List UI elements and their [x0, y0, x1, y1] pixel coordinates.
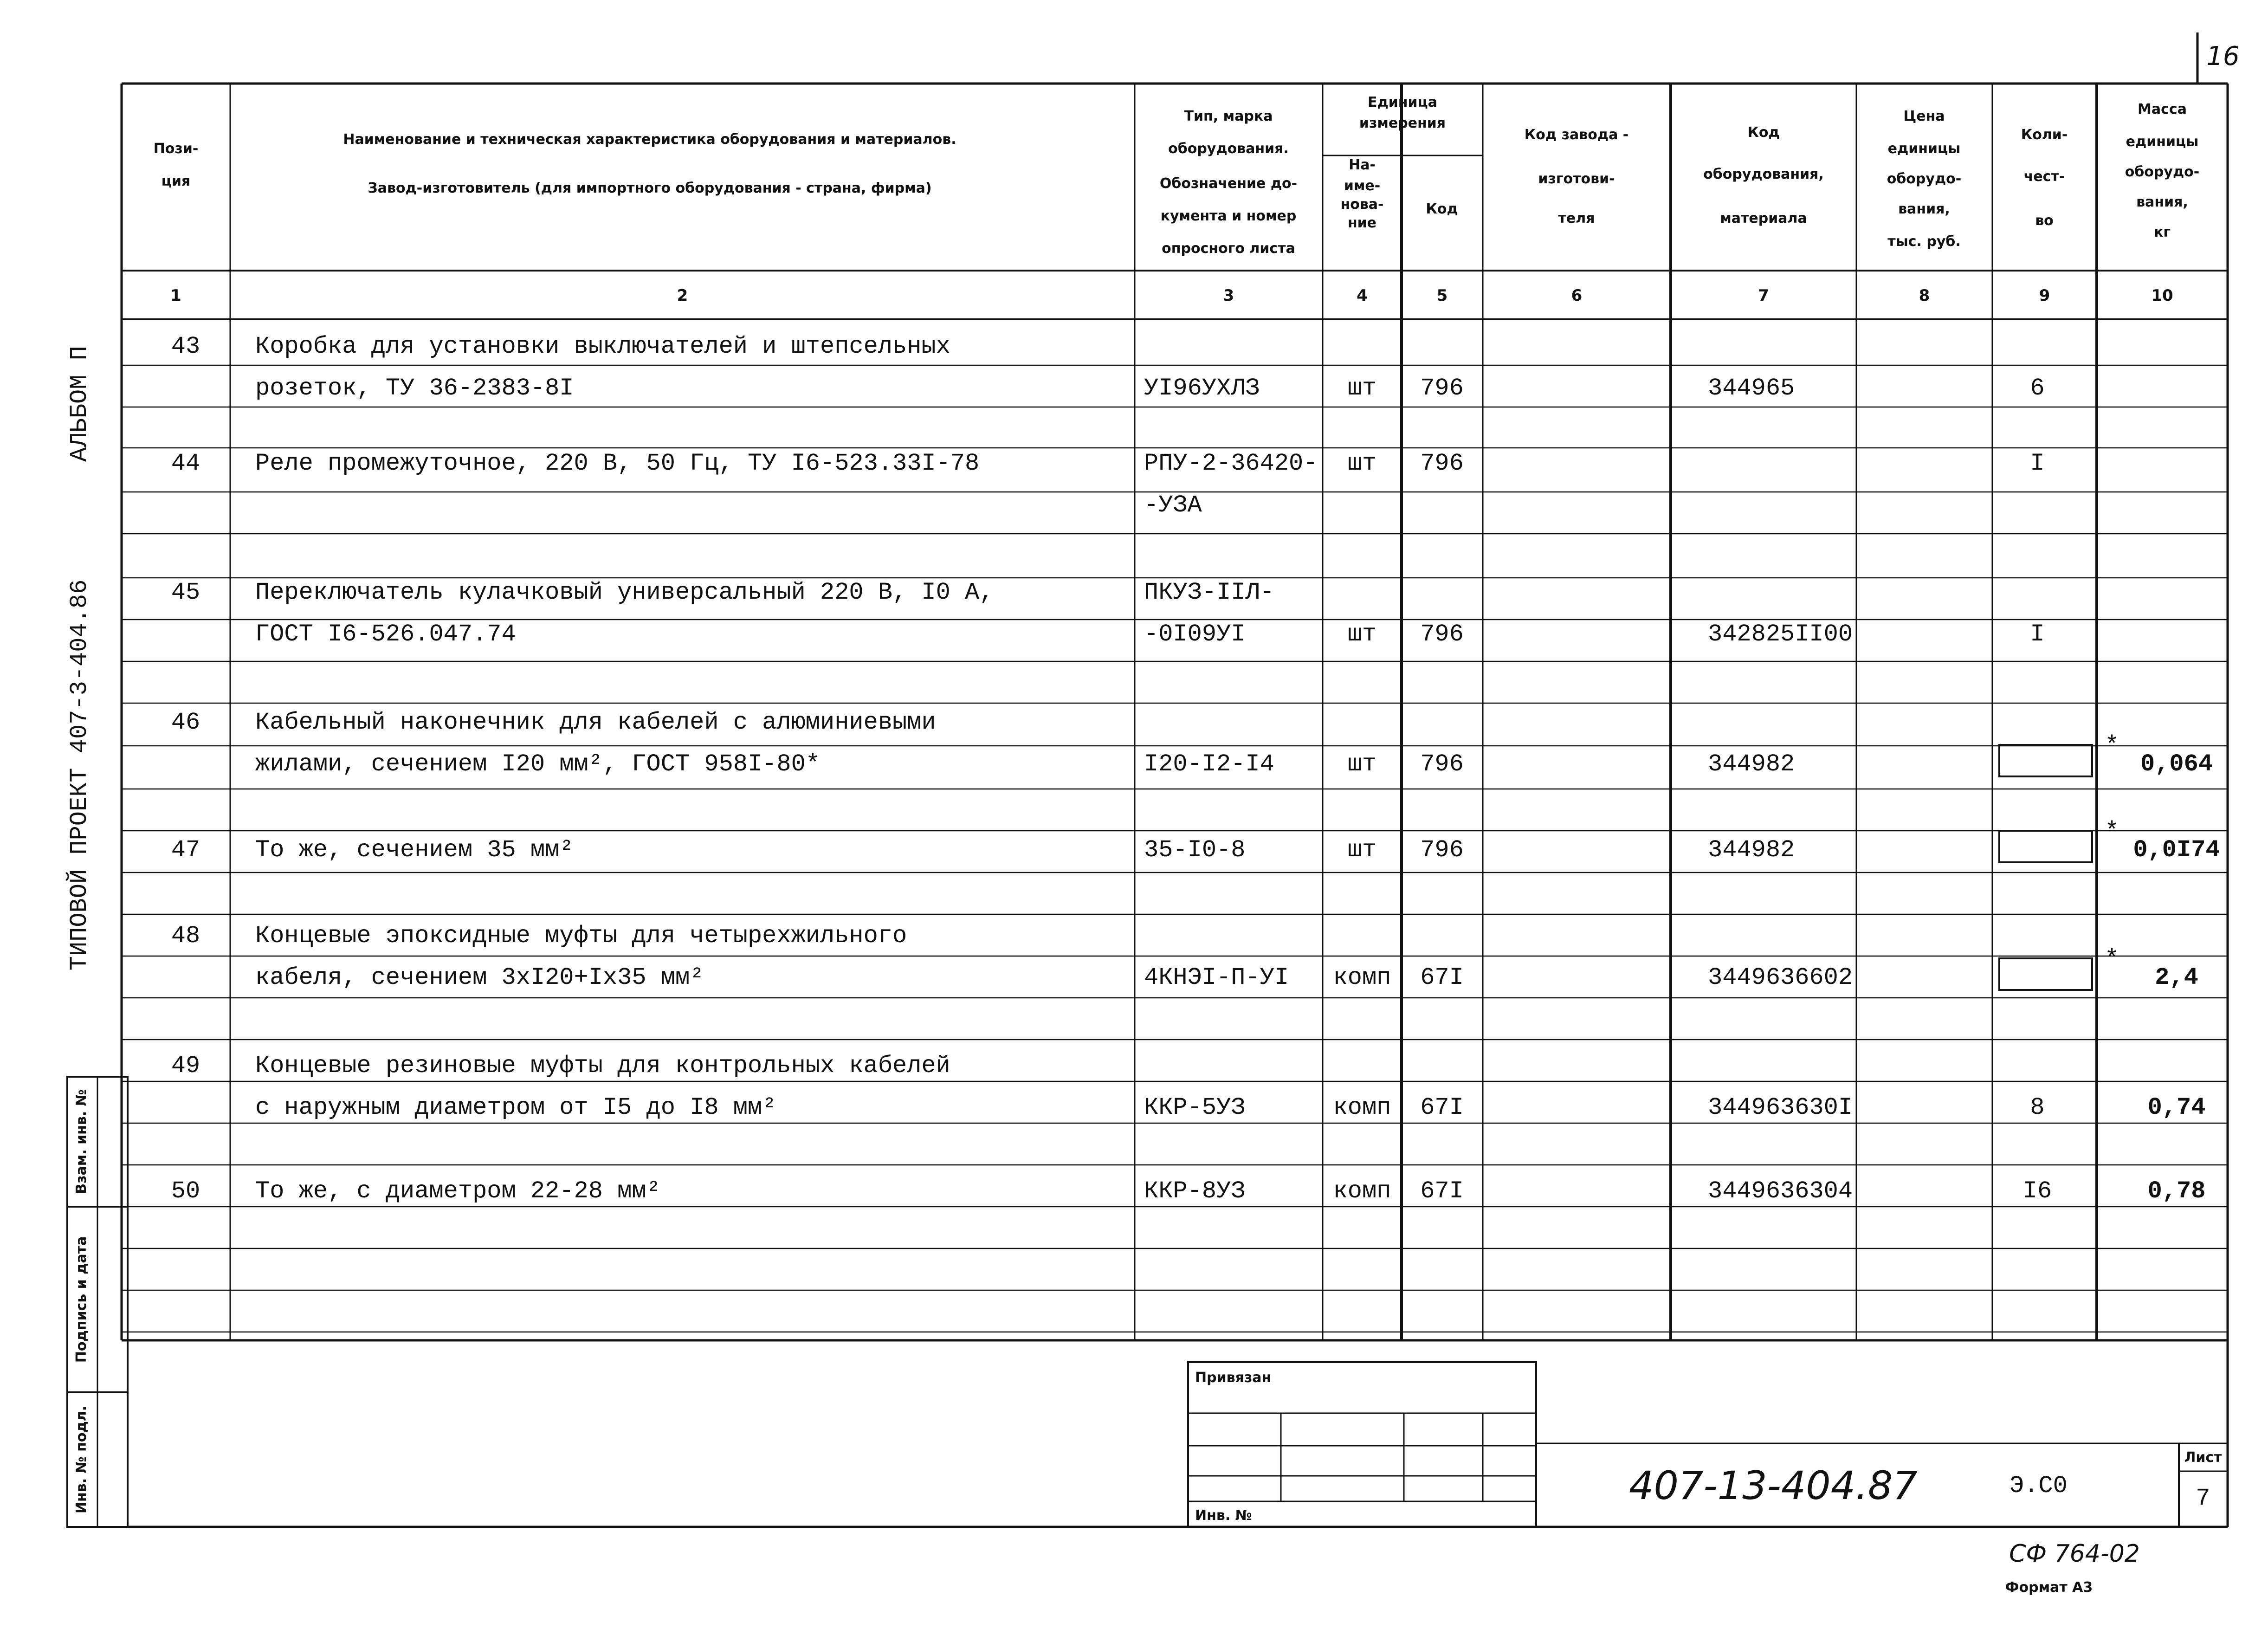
row-unit: комп: [1333, 1094, 1391, 1121]
row-equipment-code: 344963630I: [1708, 1094, 1853, 1121]
sheet-number: 7: [2196, 1485, 2210, 1512]
column-number: 7: [1758, 286, 1769, 305]
header-unit: измерения: [1359, 115, 1446, 131]
row-position: 50: [171, 1177, 200, 1205]
row-type: I20-I2-I4: [1144, 750, 1274, 778]
row-name: Кабельный наконечник для кабелей с алюминиевыми: [255, 709, 936, 736]
header-equipment-code: Код: [1747, 124, 1780, 141]
column-number: 1: [170, 286, 181, 305]
column-number: 2: [677, 286, 688, 305]
column-number: 4: [1357, 286, 1368, 305]
row-name: жилами, сечением I20 мм², ГОСТ 958I-80*: [255, 750, 820, 778]
format-label: Формат А3: [2005, 1579, 2093, 1596]
row-equipment-code: 3449636602: [1708, 964, 1853, 991]
row-position: 48: [171, 922, 200, 950]
row-equipment-code: 342825II00: [1708, 621, 1853, 648]
header-unit-name: нова-: [1340, 196, 1384, 213]
row-position: 45: [171, 579, 200, 606]
row-name: кабеля, сечением 3хI20+Iх35 мм²: [255, 964, 704, 991]
section-code: Э.С0: [2010, 1472, 2068, 1500]
quantity-box: [1999, 958, 2092, 990]
row-unit: шт: [1347, 621, 1377, 648]
row-name: с наружным диаметром от I5 до I8 мм²: [255, 1094, 777, 1121]
header-unit-name: име-: [1344, 178, 1381, 194]
mass-note-star: *: [2105, 945, 2119, 973]
header-price: тыс. руб.: [1887, 233, 1961, 250]
row-equipment-code: 3449636304: [1708, 1177, 1853, 1205]
row-type: УI96УХЛЗ: [1144, 375, 1260, 402]
row-quantity: I: [2030, 450, 2045, 477]
header-unit-name: ние: [1347, 215, 1377, 231]
row-mass: 0,78: [2147, 1177, 2206, 1205]
row-unit-code: 796: [1420, 375, 1464, 402]
header-unit-name: На-: [1349, 157, 1376, 173]
row-position: 49: [171, 1052, 200, 1080]
header-price: вания,: [1898, 201, 1950, 217]
row-name: розеток, ТУ 36-2383-8I: [255, 375, 574, 402]
row-equipment-code: 344982: [1708, 836, 1795, 864]
row-unit: комп: [1333, 1177, 1391, 1205]
header-mass: оборудо-: [2125, 164, 2200, 180]
row-unit-code: 67I: [1420, 1177, 1464, 1205]
row-unit-code: 67I: [1420, 1094, 1464, 1121]
row-quantity: 8: [2030, 1094, 2045, 1121]
header-price: оборудо-: [1887, 171, 1962, 187]
row-mass: 2,4: [2155, 964, 2198, 991]
header-unit: Единица: [1368, 94, 1437, 110]
mass-note-star: *: [2105, 818, 2119, 845]
document-number: 407-13-404.87: [1629, 1463, 1918, 1508]
row-mass: 0,064: [2140, 750, 2213, 778]
row-position: 47: [171, 836, 200, 864]
mass-note-star: *: [2105, 732, 2119, 759]
header-name: Наименование и техническая характеристика оборудования и материалов.: [343, 131, 956, 148]
header-quantity: чест-: [2023, 168, 2065, 185]
row-unit-code: 796: [1420, 621, 1464, 648]
row-unit: шт: [1347, 750, 1377, 778]
row-quantity: I6: [2022, 1177, 2052, 1205]
header-type: оборудования.: [1168, 141, 1289, 157]
stamp-signature-date: Подпись и дата: [73, 1236, 90, 1363]
row-type: -УЗА: [1144, 491, 1202, 519]
row-type: 4КНЭI-П-УI: [1144, 964, 1289, 991]
row-unit: комп: [1333, 964, 1391, 991]
quantity-box: [1999, 831, 2092, 862]
side-label-project: ТИПОВОЙ ПРОЕКТ 407-3-404.86: [66, 579, 93, 971]
header-manufacturer: Завод-изготовитель (для импортного оборудования - страна, фирма): [368, 180, 932, 196]
row-position: 46: [171, 709, 200, 736]
stamp-replaced-inv: Взам. инв. №: [73, 1089, 90, 1194]
row-position: 44: [171, 450, 200, 477]
row-unit-code: 796: [1420, 750, 1464, 778]
row-unit-code: 796: [1420, 836, 1464, 864]
header-type: кумента и номер: [1160, 208, 1297, 224]
stamp-original-inv: Инв. № подл.: [73, 1405, 90, 1514]
row-type: -0I09УI: [1144, 621, 1246, 648]
row-name: Переключатель кулачковый универсальный 220 В, I0 А,: [255, 579, 994, 606]
row-mass: 0,74: [2147, 1094, 2206, 1121]
page-number: 16: [2206, 41, 2240, 71]
row-type: РПУ-2-36420-: [1144, 450, 1318, 477]
row-name: Реле промежуточное, 220 В, 50 Гц, ТУ I6-523.33I-78: [255, 450, 980, 477]
column-number: 5: [1436, 286, 1448, 305]
row-quantity: I: [2030, 621, 2045, 648]
quantity-box: [1999, 745, 2092, 776]
form-code: СФ 764-02: [2009, 1540, 2140, 1568]
row-position: 43: [171, 333, 200, 360]
row-equipment-code: 344965: [1708, 375, 1795, 402]
row-type: ККР-5УЗ: [1144, 1094, 1246, 1121]
row-name: Концевые резиновые муфты для контрольных кабелей: [255, 1052, 950, 1080]
binding-label: Привязан: [1195, 1370, 1272, 1386]
column-number: 6: [1571, 286, 1583, 305]
header-position: Пози-: [153, 141, 199, 157]
binding-box: [1188, 1362, 1536, 1527]
row-unit-code: 796: [1420, 450, 1464, 477]
header-position: ция: [161, 173, 191, 189]
header-price: единицы: [1887, 141, 1961, 157]
column-number: 8: [1919, 286, 1930, 305]
row-equipment-code: 344982: [1708, 750, 1795, 778]
header-factory-code: теля: [1558, 210, 1595, 226]
column-number: 10: [2151, 286, 2173, 305]
row-type: ККР-8УЗ: [1144, 1177, 1246, 1205]
row-unit: шт: [1347, 375, 1377, 402]
row-name: Концевые эпоксидные муфты для четырехжильного: [255, 922, 907, 950]
column-number: 9: [2039, 286, 2050, 305]
row-name: То же, сечением 35 мм²: [255, 836, 574, 864]
header-type: опросного листа: [1162, 240, 1295, 257]
row-name: ГОСТ I6-526.047.74: [255, 621, 516, 648]
header-price: Цена: [1903, 108, 1945, 124]
header-mass: Масса: [2138, 101, 2187, 117]
side-label-album: АЛЬБОМ П: [66, 346, 93, 462]
header-quantity: Коли-: [2021, 127, 2068, 143]
row-mass: 0,0I74: [2133, 836, 2220, 864]
row-type: 35-I0-8: [1144, 836, 1246, 864]
sheet-label: Лист: [2184, 1449, 2222, 1466]
row-unit: шт: [1347, 450, 1377, 477]
header-quantity: во: [2035, 213, 2054, 229]
header-mass: единицы: [2126, 134, 2199, 150]
header-type: Обозначение до-: [1159, 175, 1298, 192]
row-name: Коробка для установки выключателей и штепсельных: [255, 333, 950, 360]
header-mass: вания,: [2136, 194, 2188, 210]
header-equipment-code: материала: [1720, 210, 1807, 226]
header-factory-code: Код завода -: [1524, 127, 1629, 143]
row-unit-code: 67I: [1420, 964, 1464, 991]
header-equipment-code: оборудования,: [1703, 166, 1824, 182]
header-type: Тип, марка: [1184, 108, 1273, 124]
header-unit-code: Код: [1426, 201, 1458, 217]
column-number: 3: [1223, 286, 1234, 305]
row-type: ПКУЗ-IIЛ-: [1144, 579, 1274, 606]
header-mass: кг: [2153, 224, 2171, 240]
row-quantity: 6: [2030, 375, 2045, 402]
row-unit: шт: [1347, 836, 1377, 864]
header-factory-code: изготови-: [1538, 171, 1615, 187]
row-name: То же, с диаметром 22-28 мм²: [255, 1177, 661, 1205]
inventory-label: Инв. №: [1195, 1507, 1252, 1524]
